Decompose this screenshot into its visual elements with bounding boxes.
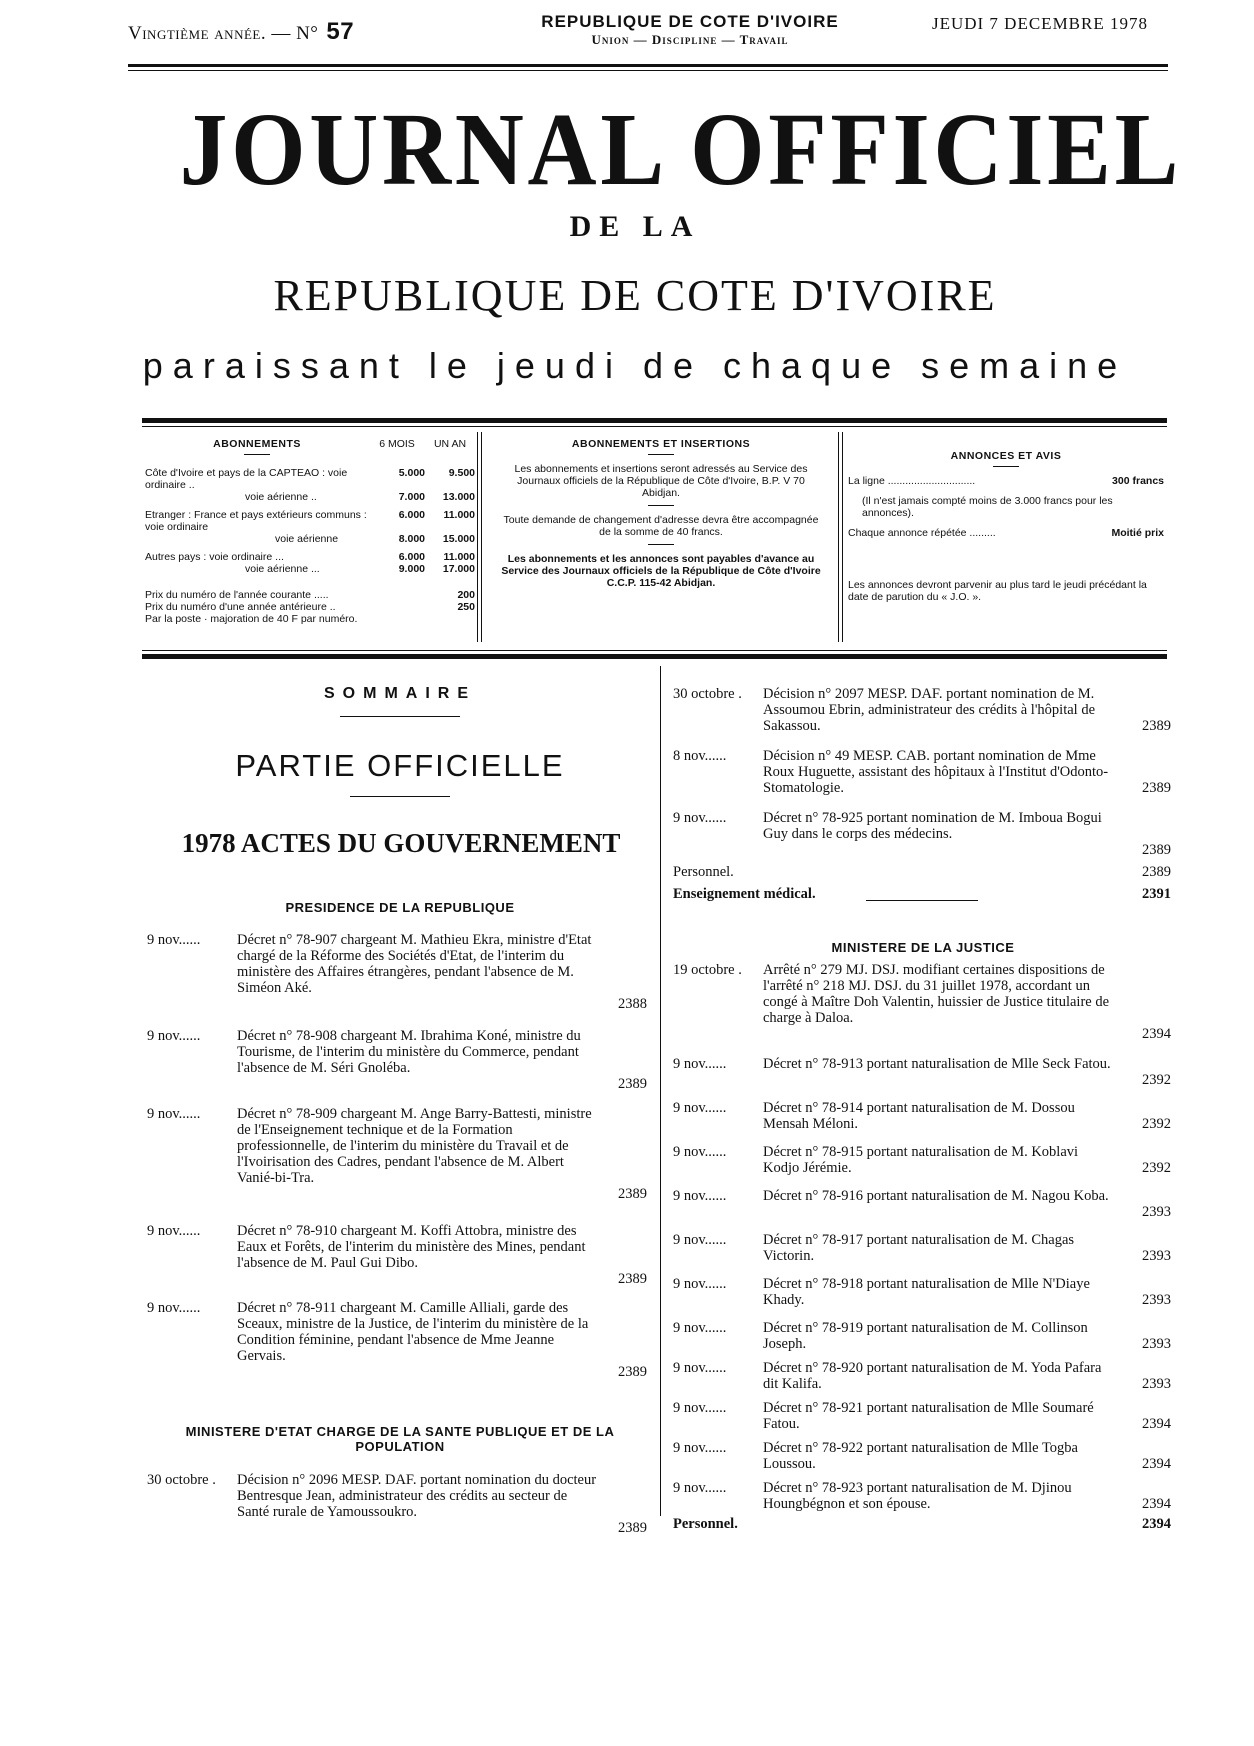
rate-row: Côte d'Ivoire et pays de la CAPTEAO : voie ordinaire .. 5.000 9.500 — [145, 467, 475, 491]
rate-row: Etranger : France et pays extérieurs communs : voie ordinaire 6.000 11.000 — [145, 509, 475, 533]
personnel-line: Personnel. 2389 — [673, 864, 1171, 880]
partie-officielle: PARTIE OFFICIELLE — [235, 748, 565, 783]
list-item: 9 nov...... Décret n° 78-923 portant naturalisation de M. Djinou Houngbégnon et son épouse. 2394 — [673, 1480, 1171, 1512]
rate-row: voie aérienne .. 7.000 13.000 — [245, 491, 475, 503]
issue-date: JEUDI 7 DECEMBRE 1978 — [931, 14, 1148, 33]
annonce-note: (Il n'est jamais compté moins de 3.000 francs pour les annonces). — [862, 495, 1113, 519]
list-item: 9 nov...... Décret n° 78-920 portant naturalisation de M. Yoda Pafara dit Kalifa. 2393 — [673, 1360, 1171, 1392]
list-item: 9 nov...... Décret n° 78-909 chargeant M. Ange Barry-Battesti, ministre de l'Enseignement technique et de la Formation professionnelle, de l'interim du ministère du Travail et de l'Ivoirisation des Cadres, pendant l'absence de M. Albert Vanié-bi-Tra. 2389 — [147, 1106, 647, 1202]
masthead-de-la: DE LA — [569, 210, 701, 243]
insertions-title: ABONNEMENTS ET INSERTIONS — [571, 438, 751, 450]
presidence-heading: PRESIDENCE DE LA REPUBLIQUE — [285, 900, 515, 915]
insertions-box — [498, 438, 824, 589]
country-name: REPUBLIQUE DE COTE D'IVOIRE — [541, 12, 839, 31]
insertions-p3: Les abonnements et les annonces sont payables d'avance au Service des Journaux officiels de la République de Côte d'Ivoire C.C.P. 115-42 Abidjan. — [501, 553, 821, 589]
rate-row: Autres pays : voie ordinaire ... 6.000 11.000 — [145, 551, 475, 563]
annonces-title: ANNONCES ET AVIS — [950, 450, 1062, 462]
partie-sep — [350, 796, 450, 797]
list-item: 9 nov...... Décret n° 78-916 portant naturalisation de M. Nagou Koba. 2393 — [673, 1188, 1171, 1220]
top-rule-thin — [128, 70, 1168, 71]
list-item: 9 nov...... Décret n° 78-908 chargeant M. Ibrahima Koné, ministre du Tourisme, de l'interim du ministère du Commerce, pendant l'absence de M. Séri Gnoléba. 2389 — [147, 1028, 647, 1092]
list-item: 9 nov...... Décret n° 78-914 portant naturalisation de M. Dossou Mensah Méloni. 2392 — [673, 1100, 1171, 1132]
title-bar — [648, 454, 674, 455]
sommaire-sep — [340, 716, 460, 717]
list-item: 19 octobre . Arrêté n° 279 MJ. DSJ. modifiant certaines dispositions de l'arrêté n° 218 MJ. DSJ. du 31 juillet 1978, accordant un congé à Maître Doh Valentin, huissier de Justice titulaire de charge à Daloa. 2394 — [673, 962, 1171, 1042]
abonnements-box — [145, 438, 475, 625]
section-bar — [648, 544, 674, 545]
insertions-p2: Toute demande de changement d'adresse devra être accompagnée de la somme de 40 francs. — [503, 514, 819, 538]
issue-label: Vingtième année. — N° — [128, 23, 319, 44]
section-bar — [648, 505, 674, 506]
box-top-rule-thin — [142, 426, 1167, 427]
box-divider — [838, 432, 839, 642]
box-divider — [477, 432, 478, 642]
col-six-months: 6 MOIS — [379, 438, 415, 450]
col-one-year: UN AN — [433, 438, 467, 450]
price-row: Prix du numéro d'une année antérieure .. 250 — [145, 601, 475, 613]
list-item: 8 nov...... Décision n° 49 MESP. CAB. portant nomination de Mme Roux Huguette, assistant des hôpitaux à l'Institut d'Odonto-Stomatologie. 2389 — [673, 748, 1171, 796]
section-sep — [866, 900, 978, 901]
list-item: 9 nov...... Décret n° 78-915 portant naturalisation de M. Koblavi Kodjo Jérémie. 2392 — [673, 1144, 1171, 1176]
list-item: 9 nov...... Décret n° 78-917 portant naturalisation de M. Chagas Victorin. 2393 — [673, 1232, 1171, 1264]
price-row: Par la poste · majoration de 40 F par numéro. — [145, 613, 358, 625]
price-row: Prix du numéro de l'année courante ..... 200 — [145, 589, 475, 601]
issue-line — [128, 18, 354, 46]
list-item: 9 nov...... Décret n° 78-911 chargeant M. Camille Alliali, garde des Sceaux, ministre de la Justice, de l'interim du ministère de la Condition féminine, pendant l'absence de Mme Jeanne Gervais. 2389 — [147, 1300, 647, 1380]
abonnements-title: ABONNEMENTS — [213, 438, 301, 450]
list-item: 9 nov...... Décret n° 78-922 portant naturalisation de Mlle Togba Loussou. 2394 — [673, 1440, 1171, 1472]
masthead-title: JOURNAL OFFICIEL — [179, 92, 1183, 207]
masthead-republic: REPUBLIQUE DE COTE D'IVOIRE — [273, 271, 997, 320]
justice-heading: MINISTERE DE LA JUSTICE — [831, 940, 1015, 955]
annonce-repeat: Chaque annonce répétée ......... Moitié prix — [848, 527, 1164, 539]
enseignement-line: Enseignement médical. 2391 — [673, 886, 1171, 902]
box-divider — [842, 432, 843, 642]
column-divider — [660, 666, 661, 1516]
list-item: 9 nov...... Décret n° 78-907 chargeant M. Mathieu Ekra, ministre d'Etat chargé de la Réforme des Sociétés d'Etat, de l'interim du ministère des Affaires étrangères, pendant l'absence de M. Siméon Aké. 2388 — [147, 932, 647, 1012]
sommaire-title: SOMMAIRE — [324, 685, 476, 702]
list-item: 30 octobre . Décision n° 2096 MESP. DAF. portant nomination du docteur Bentresque Jean, administrateur des crédits au secteur de Santé rurale de Yamoussoukro. 2389 — [147, 1472, 647, 1536]
list-item: 9 nov...... Décret n° 78-921 portant naturalisation de Mlle Soumaré Fatou. 2394 — [673, 1400, 1171, 1432]
personnel-line: Personnel. 2394 — [673, 1516, 1171, 1532]
top-rule — [128, 64, 1168, 67]
country-block — [500, 12, 880, 48]
title-bar — [993, 466, 1019, 467]
list-item: 9 nov...... Décret n° 78-910 chargeant M. Koffi Attobra, ministre des Eaux et Forêts, de l'interim du ministère des Mines, pendant l'absence de M. Paul Gui Dibo. 2389 — [147, 1223, 647, 1287]
list-item: 9 nov...... Décret n° 78-918 portant naturalisation de Mlle N'Diaye Khady. 2393 — [673, 1276, 1171, 1308]
rate-row: voie aérienne 8.000 15.000 — [275, 533, 475, 545]
rate-row: voie aérienne ... 9.000 17.000 — [245, 563, 475, 575]
list-item: 9 nov...... Décret n° 78-925 portant nomination de M. Imboua Bogui Guy dans le corps des médecins. 2389 — [673, 810, 1171, 858]
issue-number: 57 — [326, 18, 355, 45]
box-bottom-rule-thin — [142, 650, 1167, 651]
box-top-rule — [142, 418, 1167, 423]
box-divider — [481, 432, 482, 642]
list-item: 9 nov...... Décret n° 78-913 portant naturalisation de Mlle Seck Fatou. 2392 — [673, 1056, 1171, 1088]
box-bottom-rule — [142, 654, 1167, 659]
annonce-rate: La ligne .............................. 300 francs — [848, 475, 1164, 487]
motto: Union — Discipline — Travail — [591, 32, 789, 47]
title-bar — [244, 454, 270, 455]
annonces-box — [848, 450, 1164, 603]
actes-heading: 1978 ACTES DU GOUVERNEMENT — [181, 828, 621, 858]
masthead-tagline: paraissant le jeudi de chaque semaine — [142, 345, 1128, 386]
list-item: 30 octobre . Décision n° 2097 MESP. DAF. portant nomination de M. Assoumou Ebrin, administrateur des crédits à l'hôpital de Sakassou. 2389 — [673, 686, 1171, 734]
sante-heading: MINISTERE D'ETAT CHARGE DE LA SANTE PUBLIQUE ET DE LA POPULATION — [185, 1424, 615, 1454]
insertions-p1: Les abonnements et insertions seront adressés au Service des Journaux officiels de la République de Côte d'Ivoire, B.P. V 70 Abidjan. — [514, 463, 808, 499]
annonce-footer: Les annonces devront parvenir au plus tard le jeudi précédant la date de parution du « J.O. ». — [848, 579, 1147, 603]
list-item: 9 nov...... Décret n° 78-919 portant naturalisation de M. Collinson Joseph. 2393 — [673, 1320, 1171, 1352]
